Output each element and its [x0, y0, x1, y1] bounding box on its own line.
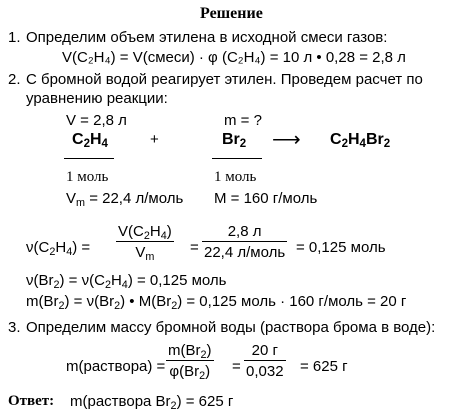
- reaction-product: $C_2H_4Br_2$: [330, 131, 391, 151]
- plus-sign: +: [150, 131, 159, 148]
- equals-sign: =: [190, 239, 199, 256]
- nu-ethylene-result: = 0,125 моль: [296, 239, 386, 256]
- step-2-number: 2.: [8, 71, 21, 88]
- solution-mass-left: m(раствора) =: [66, 358, 166, 375]
- fraction-volume-over-vm: [116, 223, 174, 264]
- reactant-bromine: $Br_2$: [222, 131, 247, 151]
- ethylene-volume-given: V = 2,8 л: [66, 112, 127, 129]
- fraction-bar: [202, 241, 287, 242]
- step-2-line-1: С бромной водой реагирует этилен. Проведем расчет по: [26, 71, 423, 88]
- answer-text: m(раствора $Br_2) = 625$ г: [70, 393, 234, 413]
- bromine-mol: 1 моль: [214, 169, 257, 185]
- step-3-text: Определим массу бромной воды (раствора брома в воде):: [26, 319, 436, 336]
- step-1-text: Определим объем этилена в исходной смеси газов:: [26, 29, 388, 46]
- fraction-numerator: 2,8 л: [227, 223, 262, 240]
- step-1-formula: V(C₂H₄) = V(смеси) · φ (C₂H₄) = 10 л • 0,28 = 2,8 л: [62, 49, 406, 66]
- mass-bromine-line: $m(Br_2) = \nu(Br_2)$ • $M(Br_2) = 0,125$ моль · 160 г/моль = 20 г: [26, 293, 407, 313]
- nu-bromine-line: $\nu(Br_2) = \nu(C_2H_4) = 0,125$ моль: [26, 272, 227, 292]
- fraction-denominator: 22,4 л/моль: [204, 244, 286, 261]
- bromine-molar-mass: M = 160 г/моль: [214, 190, 318, 207]
- bromine-mass-unknown: m = ?: [224, 112, 262, 129]
- solution-mass-result: = 625 г: [300, 358, 348, 375]
- answer-label: Ответ:: [8, 393, 55, 409]
- fraction-mass-over-fraction: [166, 342, 214, 383]
- fraction-numerator: 20 г: [251, 342, 278, 359]
- step-2-line-2: уравнению реакции:: [26, 90, 168, 107]
- fraction-numerator: $m(Br_2)$: [168, 342, 212, 362]
- step-3-number: 3.: [8, 319, 21, 336]
- ethylene-divider: [64, 158, 114, 159]
- equals-sign: =: [232, 358, 241, 375]
- fraction-20-over-0032: [244, 343, 286, 379]
- fraction-denominator: 0,032: [246, 363, 284, 380]
- molar-volume: $V_m = 22,4$ л/моль: [66, 190, 184, 210]
- fraction-numerator: $V(C_2H_4)$: [118, 223, 172, 243]
- fraction-2-8-over-22-4: [202, 224, 287, 260]
- ethylene-mol: 1 моль: [66, 169, 109, 185]
- bromine-divider: [212, 158, 262, 159]
- solution-title: Решение: [200, 5, 263, 22]
- reactant-ethylene: $C_2H_4$: [72, 131, 108, 151]
- reaction-arrow: ⟶: [272, 129, 301, 151]
- fraction-denominator: $V_m$: [135, 244, 155, 264]
- fraction-bar: [244, 360, 286, 361]
- fraction-denominator: $\varphi(Br_2)$: [169, 363, 211, 383]
- molar-volume-value: = 22,4 л/моль: [89, 190, 184, 207]
- nu-ethylene-left: $\nu(C_2H_4)$ =: [26, 239, 91, 259]
- step-1-number: 1.: [8, 29, 21, 46]
